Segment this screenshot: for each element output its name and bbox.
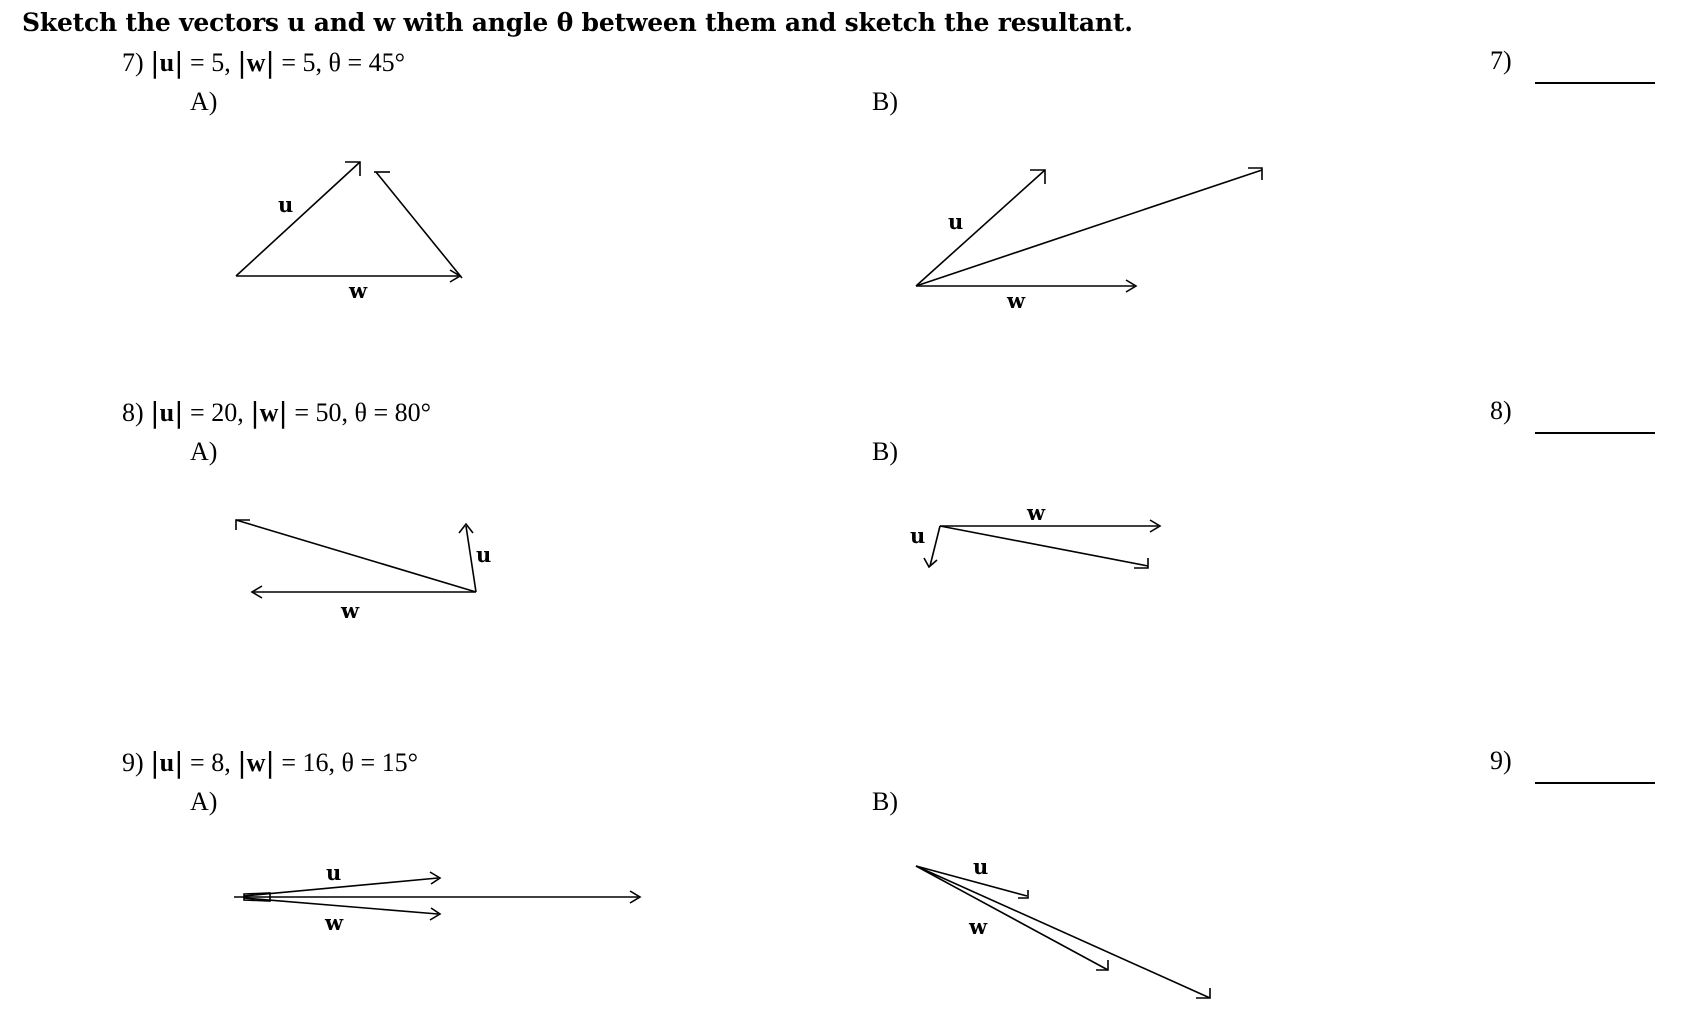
u-vector bbox=[466, 526, 476, 592]
diagram-9b bbox=[916, 854, 1210, 998]
option-9b-label: B) bbox=[872, 787, 898, 816]
u-label: u bbox=[948, 209, 964, 234]
w-magnitude: 16 bbox=[302, 748, 329, 777]
w-label: w bbox=[1027, 500, 1046, 525]
answer-label-7: 7) bbox=[1490, 46, 1512, 75]
w-label: w bbox=[325, 910, 344, 935]
question-9: 9) |u| = 8, |w| = 16, θ = 15° bbox=[122, 746, 419, 779]
option-8a-label: A) bbox=[190, 437, 218, 466]
u-magnitude: 5 bbox=[211, 48, 225, 77]
question-7: 7) |u| = 5, |w| = 5, θ = 45° bbox=[122, 46, 406, 79]
u-label: u bbox=[326, 860, 342, 885]
option-8b-label: B) bbox=[872, 437, 898, 466]
w-vector bbox=[916, 866, 1108, 970]
u-label: u bbox=[973, 854, 989, 879]
u-label: u bbox=[910, 523, 926, 548]
w-magnitude: 50 bbox=[315, 398, 342, 427]
u-label: u bbox=[476, 542, 492, 567]
answer-label-9: 9) bbox=[1490, 746, 1512, 775]
resultant-vector bbox=[916, 170, 1262, 286]
question-number: 7) bbox=[122, 48, 144, 77]
resultant-vector bbox=[916, 866, 1210, 998]
w-label: w bbox=[1007, 288, 1026, 313]
answer-label-8: 8) bbox=[1490, 396, 1512, 425]
diagram-7a bbox=[236, 162, 462, 303]
resultant-vector bbox=[376, 172, 462, 278]
option-9a-label: A) bbox=[190, 787, 218, 816]
u-vector bbox=[916, 170, 1045, 286]
w-magnitude: 5 bbox=[302, 48, 316, 77]
u-vector bbox=[930, 526, 940, 566]
question-number: 9) bbox=[122, 748, 144, 777]
theta-value: 45° bbox=[368, 48, 406, 77]
diagram-7b bbox=[916, 168, 1262, 313]
diagram-8b bbox=[910, 500, 1160, 568]
resultant-vector bbox=[236, 520, 476, 592]
question-number: 8) bbox=[122, 398, 144, 427]
u-magnitude: 8 bbox=[211, 748, 225, 777]
w-label: w bbox=[969, 914, 988, 939]
diagram-8a bbox=[236, 520, 491, 623]
theta-value: 15° bbox=[381, 748, 419, 777]
instructions: Sketch the vectors u and w with angle θ between them and sketch the resultant. bbox=[22, 8, 1133, 37]
u-label: u bbox=[278, 192, 294, 217]
question-8: 8) |u| = 20, |w| = 50, θ = 80° bbox=[122, 396, 432, 429]
diagram-9a bbox=[234, 860, 640, 935]
option-7b-label: B) bbox=[872, 87, 898, 116]
w-label: w bbox=[341, 598, 360, 623]
theta-value: 80° bbox=[394, 398, 432, 427]
w-label: w bbox=[349, 278, 368, 303]
u-vector bbox=[236, 162, 360, 276]
resultant-vector bbox=[940, 526, 1148, 566]
u-magnitude: 20 bbox=[211, 398, 238, 427]
option-7a-label: A) bbox=[190, 87, 218, 116]
